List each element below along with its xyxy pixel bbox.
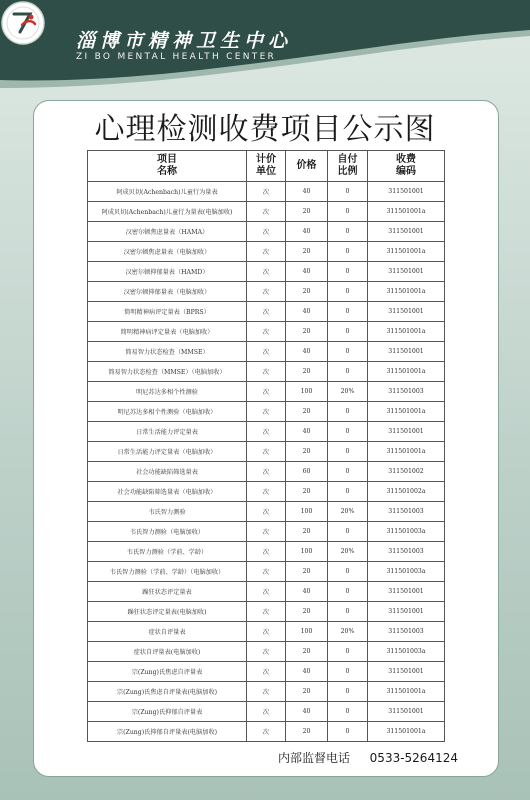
table-row xyxy=(88,282,445,302)
cell-item-name: 阿成贝切(Achenbach)儿童行为量表 xyxy=(88,182,247,202)
cell-item-name: 简易智力状态检查（MMSE） xyxy=(88,342,247,362)
fee-table-body xyxy=(88,182,445,742)
cell-unit: 次 xyxy=(247,182,286,202)
table-row xyxy=(88,422,445,442)
cell-unit: 次 xyxy=(247,222,286,242)
cell-self-pay: 0 xyxy=(328,402,368,422)
cell-self-pay: 20% xyxy=(328,382,368,402)
cell-price: 20 xyxy=(286,522,328,542)
col-header-item-name: 项目 名称 xyxy=(88,151,247,182)
cell-fee-code: 311501001 xyxy=(368,662,445,682)
cell-item-name: 韦氏智力测验（学前、学龄） xyxy=(88,542,247,562)
cell-item-name: 简明精神病评定量表（电脑加收） xyxy=(88,322,247,342)
cell-self-pay: 0 xyxy=(328,582,368,602)
table-row xyxy=(88,542,445,562)
table-row xyxy=(88,562,445,582)
cell-unit: 次 xyxy=(247,402,286,422)
cell-item-name: 症状自评量表(电脑加收) xyxy=(88,642,247,662)
cell-item-name: 简易智力状态检查（MMSE）（电脑加收） xyxy=(88,362,247,382)
cell-fee-code: 311501001 xyxy=(368,602,445,622)
cell-fee-code: 311501002 xyxy=(368,462,445,482)
cell-self-pay: 0 xyxy=(328,462,368,482)
fee-table-header xyxy=(88,151,445,182)
cell-fee-code: 311501003a xyxy=(368,522,445,542)
cell-price: 60 xyxy=(286,462,328,482)
cell-self-pay: 0 xyxy=(328,282,368,302)
table-row xyxy=(88,262,445,282)
cell-unit: 次 xyxy=(247,722,286,742)
cell-fee-code: 311501003 xyxy=(368,382,445,402)
cell-self-pay: 0 xyxy=(328,482,368,502)
cell-fee-code: 311501001 xyxy=(368,342,445,362)
table-row xyxy=(88,522,445,542)
cell-self-pay: 0 xyxy=(328,682,368,702)
cell-price: 20 xyxy=(286,282,328,302)
cell-item-name: 阿成贝切(Achenbach)儿童行为量表(电脑加收) xyxy=(88,202,247,222)
cell-item-name: 韦氏智力测验 xyxy=(88,502,247,522)
cell-price: 100 xyxy=(286,542,328,562)
cell-fee-code: 311501001a xyxy=(368,202,445,222)
cell-unit: 次 xyxy=(247,242,286,262)
cell-fee-code: 311501001a xyxy=(368,282,445,302)
cell-unit: 次 xyxy=(247,322,286,342)
cell-fee-code: 311501003 xyxy=(368,502,445,522)
cell-fee-code: 311501001 xyxy=(368,222,445,242)
cell-item-name: 日常生活能力评定量表 xyxy=(88,422,247,442)
cell-unit: 次 xyxy=(247,262,286,282)
cell-item-name: 宗(Zung)氏抑郁自评量表(电脑加收) xyxy=(88,722,247,742)
cell-self-pay: 0 xyxy=(328,322,368,342)
cell-item-name: 韦氏智力测验（电脑加收） xyxy=(88,522,247,542)
cell-price: 100 xyxy=(286,502,328,522)
cell-item-name: 躁狂状态评定量表(电脑加收) xyxy=(88,602,247,622)
table-row xyxy=(88,582,445,602)
table-row xyxy=(88,702,445,722)
cell-price: 20 xyxy=(286,482,328,502)
cell-price: 40 xyxy=(286,422,328,442)
cell-item-name: 明尼苏达多相个性测验（电脑加收） xyxy=(88,402,247,422)
cell-item-name: 症状自评量表 xyxy=(88,622,247,642)
cell-fee-code: 311501001a xyxy=(368,362,445,382)
cell-price: 40 xyxy=(286,182,328,202)
table-row xyxy=(88,642,445,662)
cell-fee-code: 311501003a xyxy=(368,562,445,582)
cell-fee-code: 311501001a xyxy=(368,242,445,262)
cell-price: 20 xyxy=(286,442,328,462)
cell-self-pay: 0 xyxy=(328,202,368,222)
cell-self-pay: 0 xyxy=(328,242,368,262)
cell-item-name: 汉密尔顿抑郁量表（电脑加收） xyxy=(88,282,247,302)
col-header-price: 价格 xyxy=(286,151,328,182)
cell-unit: 次 xyxy=(247,282,286,302)
cell-self-pay: 0 xyxy=(328,302,368,322)
cell-unit: 次 xyxy=(247,562,286,582)
cell-price: 20 xyxy=(286,602,328,622)
cell-price: 20 xyxy=(286,562,328,582)
cell-item-name: 汉密尔顿抑郁量表（HAMD） xyxy=(88,262,247,282)
hotline-number: 0533-5264124 xyxy=(369,751,458,765)
cell-fee-code: 311501003 xyxy=(368,542,445,562)
cell-fee-code: 311501001 xyxy=(368,582,445,602)
cell-item-name: 韦氏智力测验（学前、学龄）（电脑加收） xyxy=(88,562,247,582)
cell-unit: 次 xyxy=(247,462,286,482)
cell-price: 40 xyxy=(286,582,328,602)
cell-fee-code: 311501001 xyxy=(368,182,445,202)
cell-unit: 次 xyxy=(247,682,286,702)
cell-self-pay: 0 xyxy=(328,222,368,242)
cell-unit: 次 xyxy=(247,482,286,502)
cell-self-pay: 0 xyxy=(328,362,368,382)
supervision-hotline xyxy=(278,749,458,766)
cell-item-name: 社会功能缺陷筛选量表 xyxy=(88,462,247,482)
cell-price: 20 xyxy=(286,642,328,662)
cell-self-pay: 0 xyxy=(328,562,368,582)
cell-self-pay: 0 xyxy=(328,602,368,622)
cell-price: 20 xyxy=(286,722,328,742)
col-header-unit: 计价 单位 xyxy=(247,151,286,182)
col-header-fee-code: 收费 编码 xyxy=(368,151,445,182)
cell-fee-code: 311501003 xyxy=(368,622,445,642)
cell-fee-code: 311501001 xyxy=(368,702,445,722)
cell-unit: 次 xyxy=(247,602,286,622)
cell-unit: 次 xyxy=(247,202,286,222)
cell-fee-code: 311501001a xyxy=(368,402,445,422)
cell-self-pay: 20% xyxy=(328,502,368,522)
table-row xyxy=(88,722,445,742)
hospital-logo-icon xyxy=(0,0,46,46)
cell-self-pay: 20% xyxy=(328,622,368,642)
cell-self-pay: 0 xyxy=(328,342,368,362)
cell-self-pay: 0 xyxy=(328,522,368,542)
cell-price: 20 xyxy=(286,202,328,222)
cell-price: 40 xyxy=(286,342,328,362)
cell-price: 20 xyxy=(286,362,328,382)
table-row xyxy=(88,442,445,462)
cell-price: 40 xyxy=(286,702,328,722)
cell-unit: 次 xyxy=(247,622,286,642)
cell-unit: 次 xyxy=(247,302,286,322)
cell-unit: 次 xyxy=(247,382,286,402)
cell-unit: 次 xyxy=(247,422,286,442)
table-row xyxy=(88,342,445,362)
cell-fee-code: 311501003a xyxy=(368,642,445,662)
table-row xyxy=(88,202,445,222)
table-row xyxy=(88,682,445,702)
fee-table xyxy=(87,150,445,742)
table-row xyxy=(88,402,445,422)
cell-price: 20 xyxy=(286,242,328,262)
cell-unit: 次 xyxy=(247,502,286,522)
cell-price: 40 xyxy=(286,222,328,242)
table-row xyxy=(88,602,445,622)
cell-unit: 次 xyxy=(247,522,286,542)
cell-item-name: 躁狂状态评定量表 xyxy=(88,582,247,602)
cell-unit: 次 xyxy=(247,642,286,662)
cell-self-pay: 0 xyxy=(328,442,368,462)
cell-self-pay: 0 xyxy=(328,702,368,722)
table-row xyxy=(88,322,445,342)
cell-self-pay: 0 xyxy=(328,422,368,442)
cell-self-pay: 0 xyxy=(328,662,368,682)
cell-unit: 次 xyxy=(247,362,286,382)
cell-item-name: 宗(Zung)氏抑郁自评量表 xyxy=(88,702,247,722)
cell-price: 40 xyxy=(286,302,328,322)
cell-unit: 次 xyxy=(247,662,286,682)
table-row xyxy=(88,502,445,522)
header-band xyxy=(0,0,530,88)
table-row xyxy=(88,462,445,482)
table-row xyxy=(88,222,445,242)
cell-item-name: 社会功能缺陷筛选量表（电脑加收） xyxy=(88,482,247,502)
cell-unit: 次 xyxy=(247,542,286,562)
cell-self-pay: 0 xyxy=(328,722,368,742)
cell-self-pay: 0 xyxy=(328,642,368,662)
cell-fee-code: 311501001 xyxy=(368,302,445,322)
cell-fee-code: 311501001a xyxy=(368,682,445,702)
table-row xyxy=(88,362,445,382)
cell-price: 40 xyxy=(286,662,328,682)
cell-price: 20 xyxy=(286,402,328,422)
cell-unit: 次 xyxy=(247,702,286,722)
cell-fee-code: 311501002a xyxy=(368,482,445,502)
cell-price: 40 xyxy=(286,262,328,282)
cell-fee-code: 311501001 xyxy=(368,422,445,442)
cell-fee-code: 311501001a xyxy=(368,722,445,742)
cell-price: 100 xyxy=(286,382,328,402)
org-name-en: ZI BO MENTAL HEALTH CENTER xyxy=(76,52,277,62)
cell-unit: 次 xyxy=(247,342,286,362)
cell-price: 20 xyxy=(286,682,328,702)
table-row xyxy=(88,242,445,262)
table-row xyxy=(88,662,445,682)
cell-self-pay: 20% xyxy=(328,542,368,562)
cell-item-name: 日常生活能力评定量表（电脑加收） xyxy=(88,442,247,462)
table-row xyxy=(88,302,445,322)
cell-item-name: 明尼苏达多相个性测验 xyxy=(88,382,247,402)
cell-item-name: 汉密尔顿焦虑量表（HAMA） xyxy=(88,222,247,242)
col-header-self-pay: 自付 比例 xyxy=(328,151,368,182)
cell-fee-code: 311501001 xyxy=(368,262,445,282)
page-title: 心理检测收费项目公示图 xyxy=(94,112,436,147)
cell-self-pay: 0 xyxy=(328,182,368,202)
table-row xyxy=(88,382,445,402)
cell-item-name: 简明精神病评定量表（BPRS） xyxy=(88,302,247,322)
cell-price: 20 xyxy=(286,322,328,342)
org-name-cn: 淄博市精神卫生中心 xyxy=(76,30,293,52)
cell-fee-code: 311501001a xyxy=(368,322,445,342)
hotline-label: 内部监督电话 xyxy=(278,751,351,765)
cell-item-name: 宗(Zung)氏焦虑自评量表 xyxy=(88,662,247,682)
cell-price: 100 xyxy=(286,622,328,642)
table-row xyxy=(88,182,445,202)
cell-item-name: 汉密尔顿焦虑量表（电脑加收） xyxy=(88,242,247,262)
table-row xyxy=(88,622,445,642)
cell-fee-code: 311501001a xyxy=(368,442,445,462)
cell-item-name: 宗(Zung)氏焦虑自评量表(电脑加收) xyxy=(88,682,247,702)
cell-unit: 次 xyxy=(247,582,286,602)
cell-unit: 次 xyxy=(247,442,286,462)
cell-self-pay: 0 xyxy=(328,262,368,282)
table-row xyxy=(88,482,445,502)
